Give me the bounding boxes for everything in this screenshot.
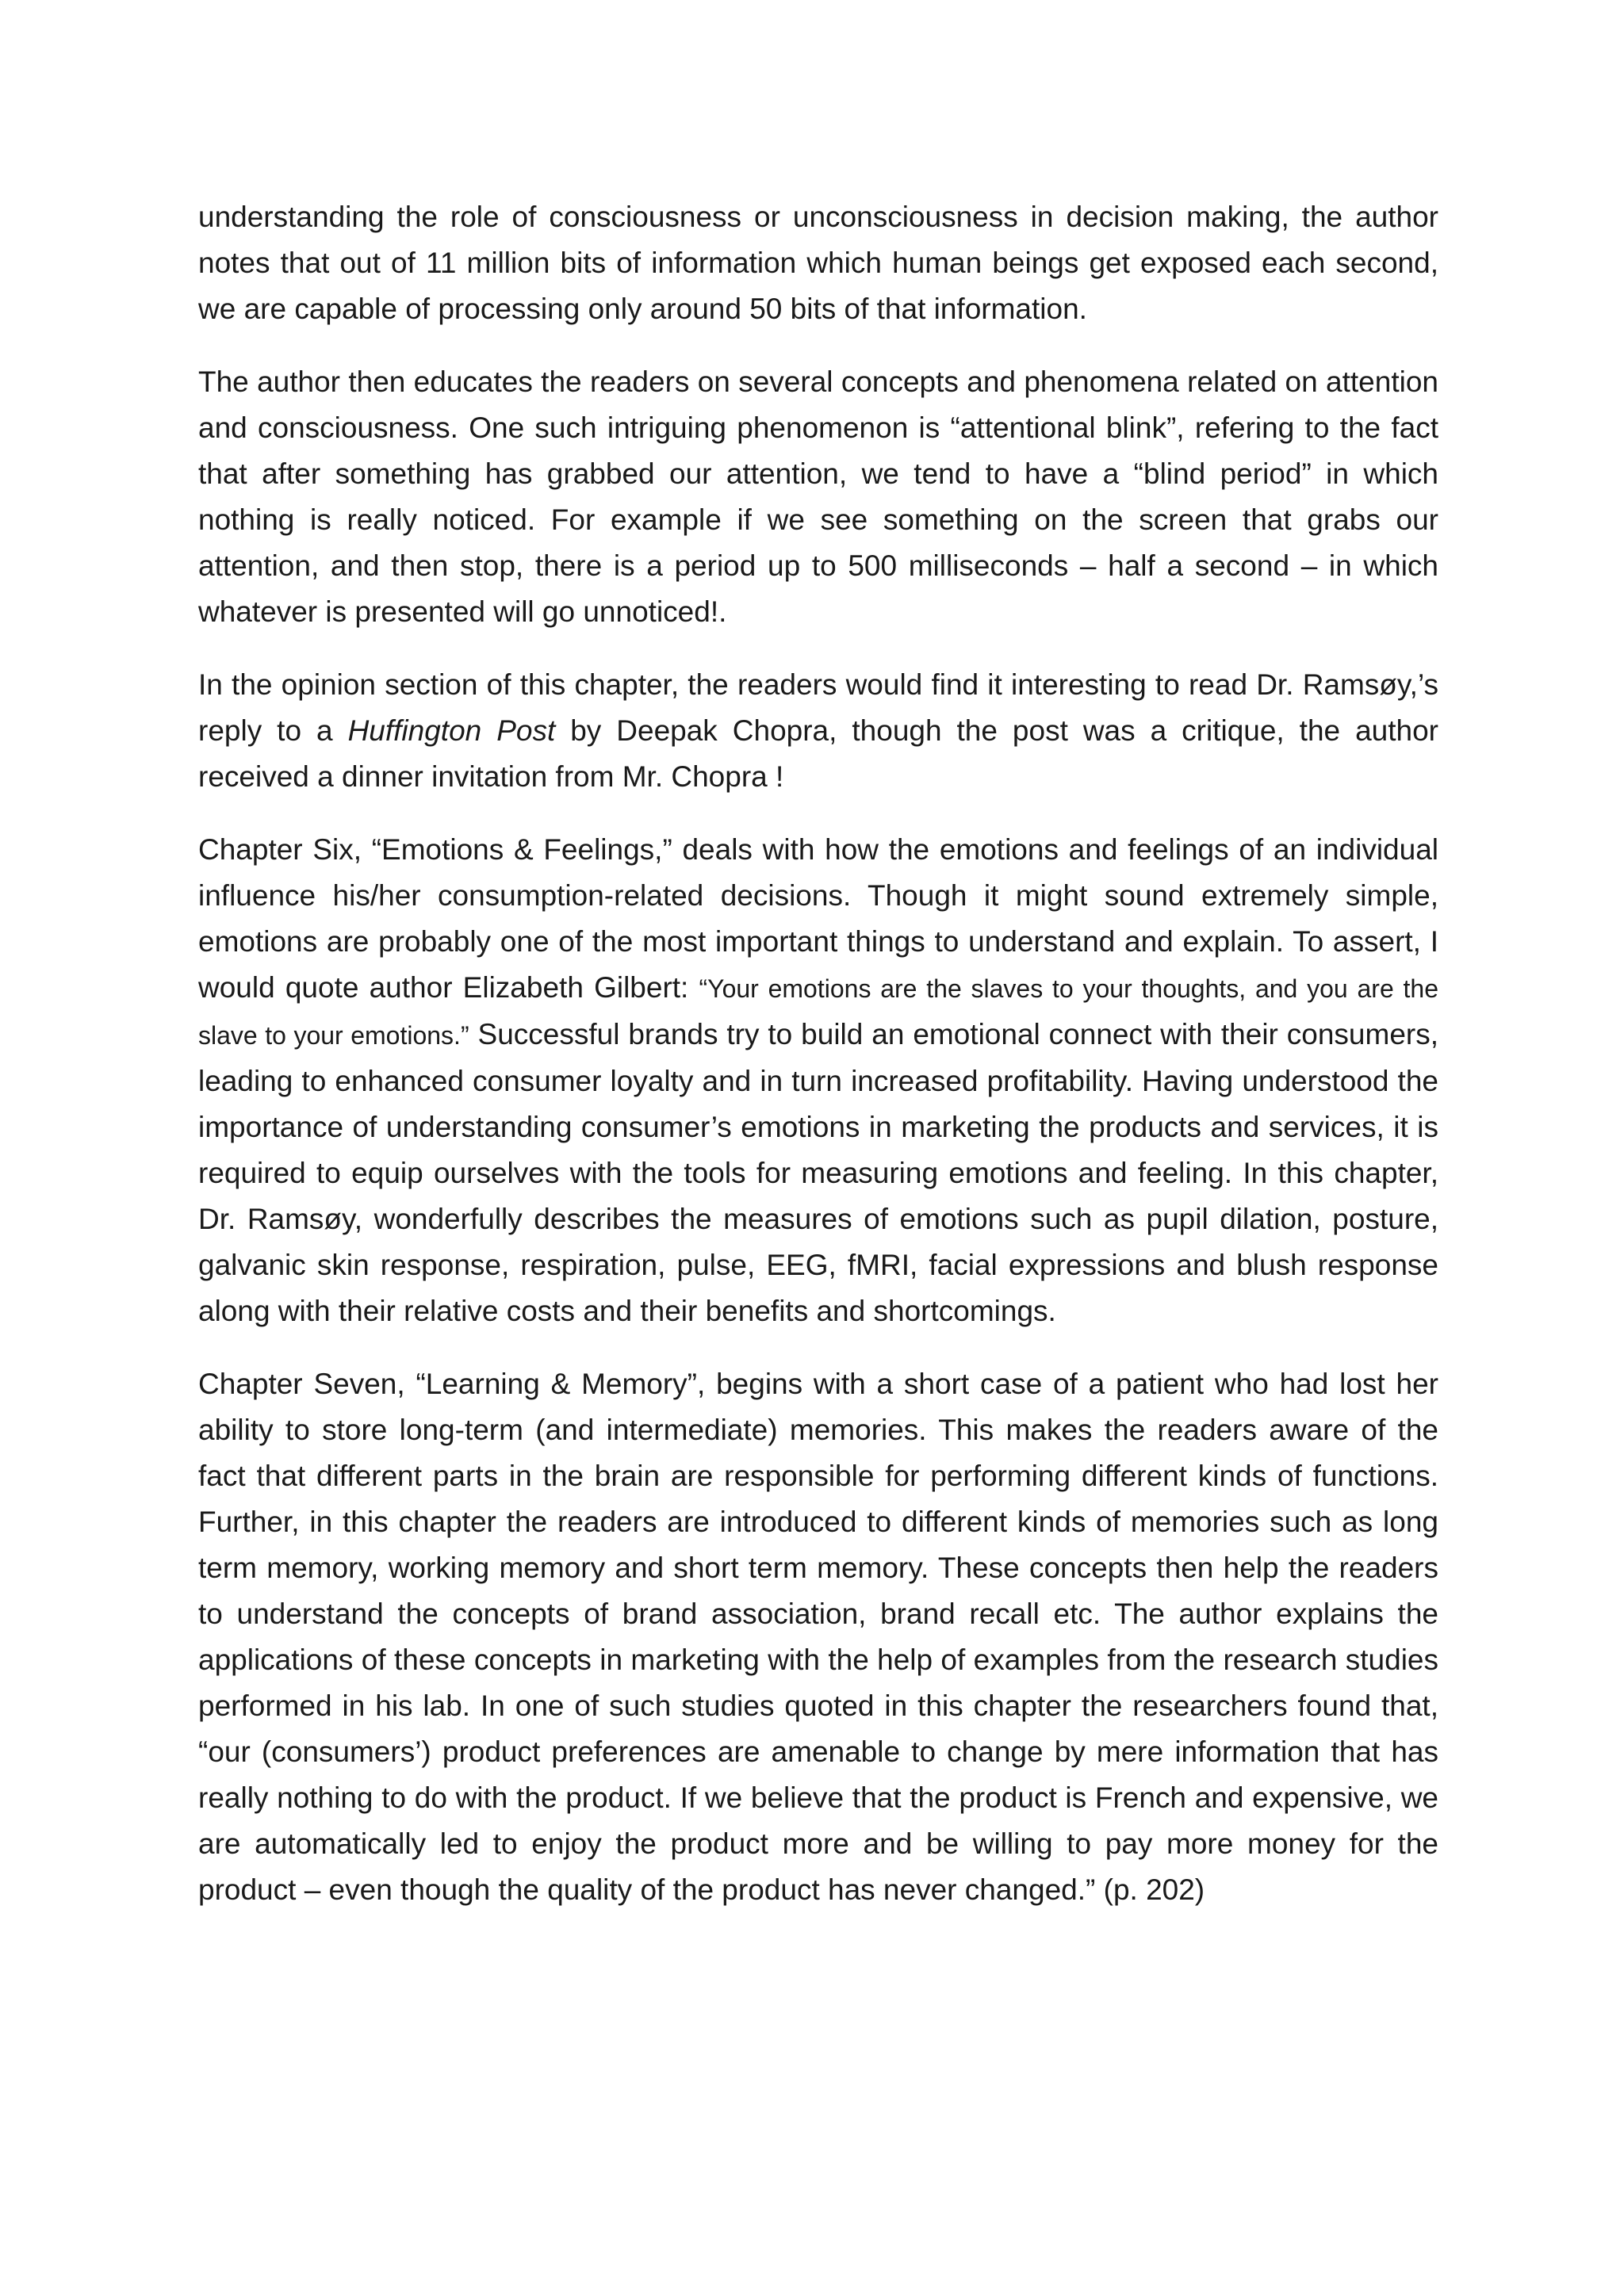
paragraph-4-text-start: Chapter Six, “Emotions & Feelings,” deals with how the emotions and feelings of an individual influence his/her consumption-related decisions. Though it might sound extremely simple, emotions are probably one of the most important things to understand and explain. To assert, I would quote author Elizabeth Gilbert: [198, 833, 1438, 1004]
paragraph-4-text-end: Successful brands try to build an emotional connect with their consumers, leading to enhanced consumer loyalty and in turn increased profitability. Having understood the importance of understanding consumer’s emotions in marketing the products and services, it is required to equip ourselves with the tools for measuring emotions and feeling. In this chapter, Dr. Ramsøy, wonderfully describes the measures of emotions such as pupil dilation, posture, galvanic skin response, respiration, pulse, EEG, fMRI, facial expressions and blush response along with their relative costs and their benefits and shortcomings. [198, 1018, 1439, 1327]
document-body [198, 194, 1438, 1940]
paragraph-3-text-end: by Deepak Chopra, though the post was a critique, the author received a dinner invitation from Mr. Chopra ! [198, 714, 1439, 793]
paragraph-5: Chapter Seven, “Learning & Memory”, begins with a short case of a patient who had lost her ability to store long-term (and intermediate) memories. This makes the readers aware of the fact that different parts in the brain are responsible for performing different kinds of functions. Further, in this chapter the readers are introduced to different kinds of memories such as long term memory, working memory and short term memory. These concepts then help the readers to understand the concepts of brand association, brand recall etc. The author explains the applications of these concepts in marketing with the help of examples from the research studies performed in his lab. In one of such studies quoted in this chapter the researchers found that, “our (consumers’) product preferences are amenable to change by mere information that has really nothing to do with the product. If we believe that the product is French and expensive, we are automatically led to enjoy the product more and be willing to pay more money for the product – even though the quality of the product has never changed.” (p. 202) [198, 1368, 1438, 1906]
paragraph-4 [198, 827, 1438, 1334]
paragraph-3 [198, 662, 1438, 800]
paragraph-2: The author then educates the readers on several concepts and phenomena related on attention and consciousness. One such intriguing phenomenon is “attentional blink”, refering to the fact that after something has grabbed our attention, we tend to have a “blind period” in which nothing is really noticed. For example if we see something on the screen that grabs our attention, and then stop, there is a period up to 500 milliseconds – half a second – in which whatever is presented will go unnoticed!. [198, 365, 1438, 628]
gilbert-quote: “Your emotions are the slaves to your thoughts, and you are the slave to your emotions.” [198, 974, 1438, 1050]
paragraph-1: understanding the role of consciousness or unconsciousness in decision making, the author notes that out of 11 million bits of information which human beings get exposed each second, we are capable of processing only around 50 bits of that information. [198, 201, 1438, 325]
publication-title: Huffington Post [347, 714, 556, 747]
paragraph-3-text-start: In the opinion section of this chapter, the readers would find it interesting to read Dr. Ramsøy,’s reply to a [198, 668, 1438, 747]
